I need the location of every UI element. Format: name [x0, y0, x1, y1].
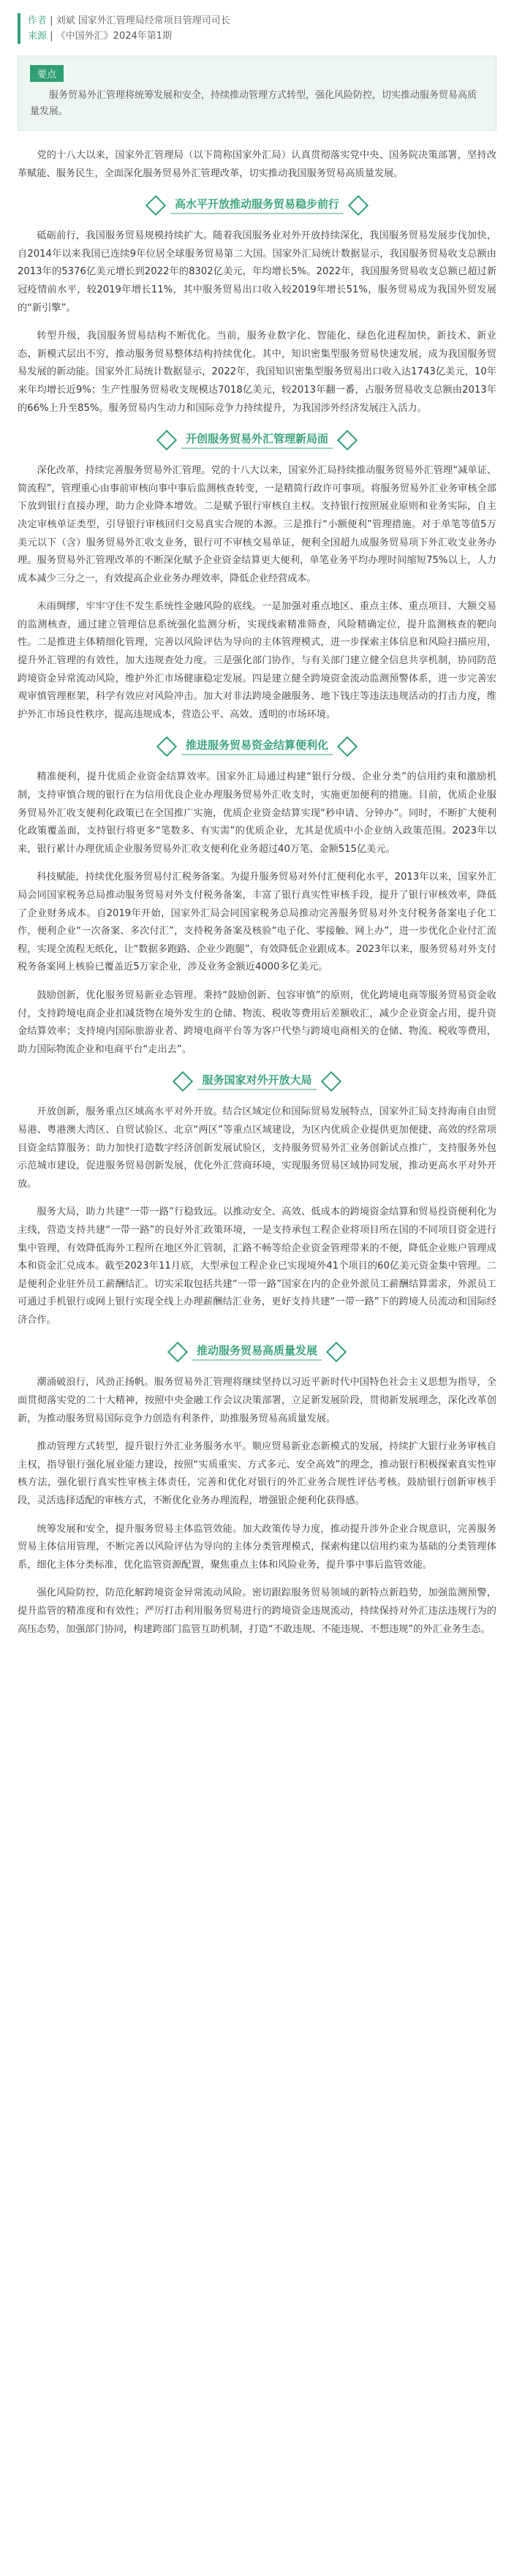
summary-tag: 要点: [30, 65, 64, 82]
section-heading-ornament: [178, 1069, 335, 1090]
body-paragraph: 推动管理方式转型，提升银行外汇业务服务水平。顺应贸易新业态新模式的发展，持续扩大银行业务审核自主权，指导银行强化展业能力建设，按照“实质重实、方式多元、安全高效”的理念，推动银行积极探索真实性审核方法，强化银行真实性审核主体责任，完善和优化对银行的外汇业务合规性评估考核。鼓励银行创新审核手段，灵活选择适配的审核方式，不断优化业务办理流程，增强银企便利化获得感。: [18, 1441, 496, 1507]
summary-box: [18, 56, 496, 131]
article-body: [18, 193, 496, 1639]
body-paragraph: 潮涌破浪行，风劲正扬帆。服务贸易外汇管理将继续坚持以习近平新时代中国特色社会主义思想为指导，全面贯彻落实党的二十大精神，按照中央金融工作会议决策部署，立足新发展阶段，贯彻新发展理念，深化改革创新，为推动服务贸易国际竞争力创造有利条件，助推服务贸易高质量发展。: [18, 1377, 496, 1424]
summary-text: 服务贸易外汇管理将统筹发展和安全，持续推动管理方式转型，强化风险防控，切实推动服务贸易高质量发展。: [30, 90, 477, 117]
section-heading-ornament: [173, 1340, 341, 1361]
section-title: 开创服务贸易外汇管理新局面: [181, 432, 333, 449]
author-line: 作者 | 刘斌 国家外汇管理局经常项目管理司司长: [28, 15, 230, 26]
author-name: 刘斌 国家外汇管理局经常项目管理司司长: [56, 15, 230, 26]
body-paragraph: 开放创新，服务重点区域高水平对外开放。结合区域定位和国际贸易发展特点，国家外汇局支持海南自由贸易港、粤港澳大湾区、自贸试验区、北京“两区”等重点区域建设，为区内优质企业提供更加便捷、高效的经常项目资金结算服务；助力加快打造数字经济创新发展试验区，支持服务贸易外汇业务创新试点推广，支持服务外包示范城市建设，促进服务贸易创新发展，优化外汇营商环境，实现服务贸易区域协同发展，推动更高水平对外开放。: [18, 1106, 496, 1190]
body-paragraph: 转型升级，我国服务贸易结构不断优化。当前，服务业数字化、智能化、绿色化进程加快，新技术、新业态、新模式层出不穷，推动服务贸易整体结构持续优化。其中，知识密集型服务贸易快速发展，成为我国服务贸易发展的新动能。国家外汇局统计数据显示，2022年，我国知识密集型服务贸易出口收入达1743亿美元，10年来年均增长近9%；生产性服务贸易收支规模达7018亿美元，较2013年翻一番，占服务贸易收支总额由2013年的66%上升至85%。服务贸易内生动力和国际竞争力持续提升，为我国涉外经济发展注入活力。: [18, 331, 496, 414]
section-heading-ornament: [162, 734, 352, 755]
section-title: 服务国家对外开放大局: [197, 1073, 316, 1090]
body-paragraph: 精准便利，提升优质企业资金结算效率。国家外汇局通过构建“银行分级、企业分类”的信用约束和激励机制，支持审慎合规的银行在为信用优良企业办理服务贸易外汇收支时，实施更加便利的措施。目前，优质企业服务贸易外汇收支便利化政策已在全国推广实施，优质企业资金结算实现“秒申请、分钟办”。同时，不断扩大便利化政策覆盖面，支持银行将更多“笔数多、有实需”的优质企业，尤其是优质中小企业纳入政策范围。2023年以来，银行累计办理优质企业服务贸易外汇收支便利化业务超过40万笔、金额515亿美元。: [18, 771, 496, 855]
body-paragraph: 统筹发展和安全，提升服务贸易主体监管效能。加大政策传导力度，推动提升涉外企业合规意识，完善服务贸易主体信用管理，不断完善以风险评估为导向的主体分类管理模式，探索构建以信用约束为基础的分类管理体系，细化主体分类标准，优化监管资源配置，聚焦重点主体和风险业务，提升事中事后监管效能。: [18, 1523, 496, 1571]
body-paragraph: 未雨绸缪，牢牢守住不发生系统性金融风险的底线。一是加强对重点地区、重点主体、重点项目、大额交易的监测核查，通过建立管理信息系统强化监测分析，实现线索精准筛查，风险精确定位，提升监测核查的靶向性。二是推进主体精细化管理，完善以风险评估为导向的主体管理模式，进一步探索主体信息和风险扫描应用，提升外汇管理的有效性，加大违规查处力度。三是强化部门协作，与有关部门建立健全信息共享机制，协同防范跨境资金异常流动风险，维护外汇市场健康稳定发展。四是建立健全跨境资金流动监测预警体系，进一步完善宏观审慎管理框架，科学有效应对风险冲击。加大对非法跨境金融服务、地下钱庄等违法违规活动的打击力度，维护外汇市场良性秩序，提高违规成本，营造公平、高效、透明的市场环境。: [18, 601, 496, 720]
body-paragraph: 强化风险防控，防范化解跨境资金异常流动风险。密切跟踪服务贸易领域的新特点新趋势，加强监测预警，提升监管的精准度和有效性；严厉打击利用服务贸易进行的跨境资金违规流动，持续保持对外汇违法违规行为的高压态势，加强部门协同，构建跨部门监管互助机制，打造“不敢违规、不能违规、不想违规”的外汇业务生态。: [18, 1587, 496, 1635]
body-paragraph: 科技赋能，持续优化服务贸易付汇税务备案。为提升服务贸易对外付汇便利化水平，2013年以来，国家外汇局会同国家税务总局推动服务贸易对外支付税务备案，丰富了银行真实性审核手段，提升了银行审核效率，降低了企业财务成本。自2019年开始，国家外汇局会同国家税务总局推动完善服务贸易对外支付税务备案电子化工作，便利企业“一次备案、多次付汇”，支持税务备案及核验“电子化、零接触、网上办”，进一步优化企业付汇流程，实现全流程无纸化，让“数据多跑路、企业少跑腿”，有效降低企业跟成本。2023年以来，服务贸易对外支付税务备案网上核验已覆盖近5万家企业，涉及业务金额近4000多亿美元。: [18, 872, 496, 973]
source-label: 来源: [28, 31, 48, 42]
body-paragraph: 鼓励创新，优化服务贸易新业态管理。秉持“鼓励创新、包容审慎”的原则，优化跨境电商等服务贸易资金收付，支持跨境电商企业扣减货物在境外发生的仓储、物流、税收等费用后差额收汇，减少企业资金占用，提升资金结算效率；支持境内国际旅游业者、跨境电商平台等为客户代垫与跨境电商相关的仓储、物流、税收等费用，助力国际物流企业和电商平台“走出去”。: [18, 989, 496, 1055]
section-title: 推动服务贸易高质量发展: [192, 1344, 322, 1361]
section-title: 推进服务贸易资金结算便利化: [181, 739, 333, 755]
section-heading: [18, 734, 496, 755]
body-paragraph: 深化改革，持续完善服务贸易外汇管理。党的十八大以来，国家外汇局持续推动服务贸易外汇管理“减单证、简流程”，管理重心由事前审核向事中事后监测核查转变，一是精简行政许可事项。将服务贸易外汇业务审核全部下放到银行直接办理，助力企业降本增效。二是赋予银行审核自主权。支持银行按照展业原则和业务实际，自主决定审核单证类型，引导银行审核回归交易真实合规的本源。三是推行“小额便利”管理措施。对于单笔等值5万美元以下（含）服务贸易外汇收支业务，银行可不审核交易单证，便利全国超九成服务贸易项下外汇收支业务办理。服务贸易外汇管理改革的不断深化赋予企业资金结算更大便利，单笔业务平均办理时间缩短75%以上，人力成本减少三分之一，有效提高企业业务办理效率，降低企业经营成本。: [18, 465, 496, 584]
section-heading-ornament: [162, 428, 352, 449]
body-paragraph: 砥砺前行，我国服务贸易规模持续扩大。随着我国服务业对外开放持续深化，我国服务贸易发展步伐加快，自2014年以来我国已连续9年位居全球服务贸易第二大国。国家外汇局统计数据显示，我国服务贸易收支总额由2013年的5376亿美元增长到2022年的8302亿美元，年均增长5%。2022年，我国服务贸易收支总额已超过新冠疫情前水平，较2019年增长11%，其中服务贸易出口收入较2019年增长51%，服务贸易成为我国外贸发展的“新引擎”。: [18, 230, 496, 314]
source-line: 来源 | 《中国外汇》2024年第1期: [28, 31, 173, 42]
section-heading: [18, 428, 496, 449]
section-heading: [18, 193, 496, 214]
author-label: 作者: [28, 15, 48, 26]
section-heading: [18, 1340, 496, 1361]
intro-paragraph: 党的十八大以来，国家外汇管理局（以下简称国家外汇局）认真贯彻落实党中央、国务院决策部署，坚持改革赋能、服务民生，全面深化服务贸易外汇管理改革，切实推动我国服务贸易高质量发展。: [18, 150, 496, 179]
source-name: 《中国外汇》2024年第1期: [56, 31, 173, 42]
section-heading-ornament: [151, 193, 363, 214]
section-heading: [18, 1069, 496, 1090]
article-meta: [18, 13, 496, 44]
section-title: 高水平开放推动服务贸易稳步前行: [170, 197, 344, 214]
body-paragraph: 服务大局，助力共建“一带一路”行稳致远。以推动安全、高效、低成本的跨境资金结算和贸易投资便利化为主线，营造支持共建“一带一路”的良好外汇政策环境，一是支持承包工程企业将项目所在国的不同项目资金进行集中管理，有效降低海外工程所在地区外汇管制，汇路不畅等给企业资金管理带来的不便，降低企业账户管理成本和资金汇兑成本。截至2023年11月底，大型承包工程企业已实现境外41个项目的60亿美元资金集中管理。二是便利企业驻外员工薪酬结汇。切实采取包括共建“一带一路”国家在内的企业外派员工薪酬结算需求，外派员工可通过手机银行或网上银行实现全线上办理薪酬结汇业务，更好支持共建“一带一路”下的跨境人员流动和国际经济合作。: [18, 1206, 496, 1326]
